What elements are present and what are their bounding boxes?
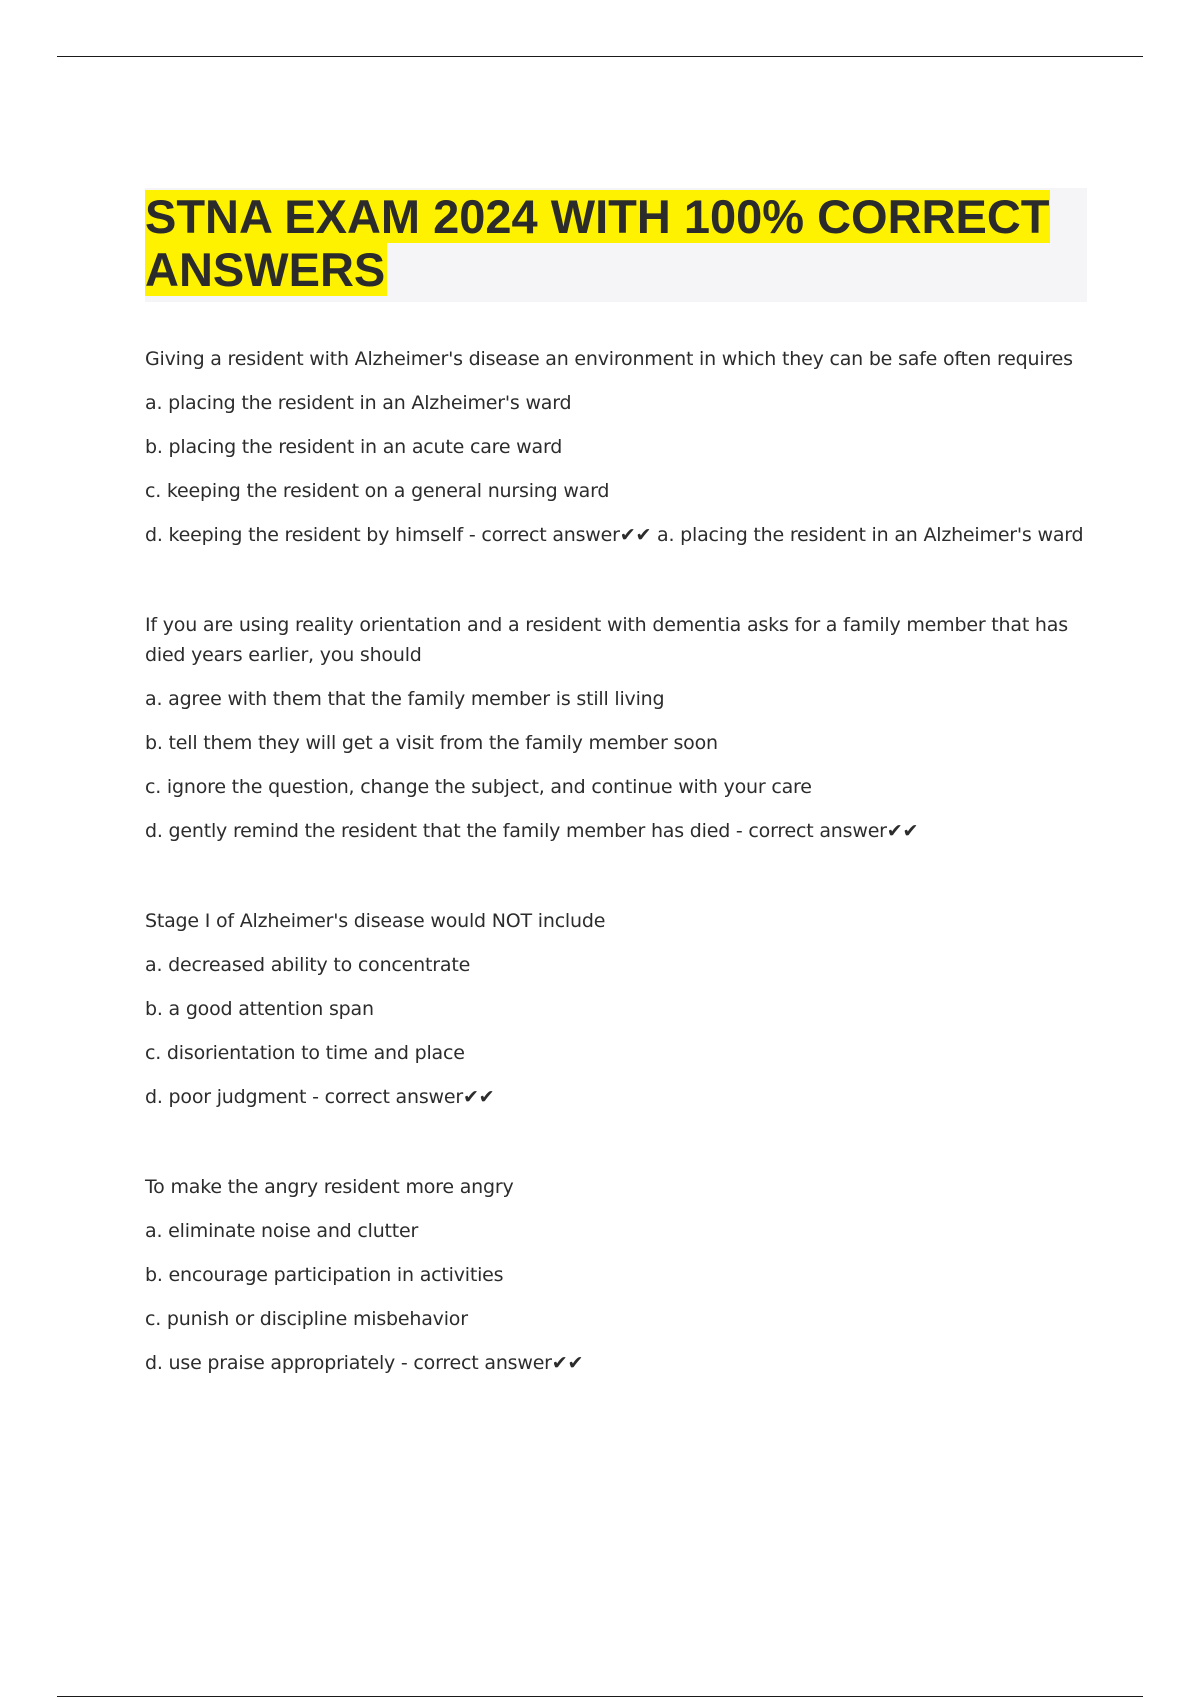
answer-option-c: c. disorientation to time and place xyxy=(145,1042,465,1064)
answer-option-a: a. placing the resident in an Alzheimer's ward xyxy=(145,392,572,414)
footer-rule xyxy=(57,1696,1143,1697)
question-block-2 xyxy=(145,610,1090,846)
answer-option-a: a. agree with them that the family member is still living xyxy=(145,688,665,710)
question-block-1 xyxy=(145,344,1090,550)
answer-option-d: d. use praise appropriately - correct answer✔✔ xyxy=(145,1352,584,1374)
question-prompt: If you are using reality orientation and a resident with dementia asks for a family member that has died years earlier, you should xyxy=(145,614,1068,666)
document-title xyxy=(145,190,1085,296)
answer-option-b: b. tell them they will get a visit from the family member soon xyxy=(145,732,718,754)
answer-option-c: c. punish or discipline misbehavior xyxy=(145,1308,468,1330)
question-block-3 xyxy=(145,906,1090,1112)
answer-option-b: b. a good attention span xyxy=(145,998,374,1020)
answer-option-a: a. eliminate noise and clutter xyxy=(145,1220,419,1242)
answer-option-c: c. keeping the resident on a general nursing ward xyxy=(145,480,610,502)
answer-option-b: b. placing the resident in an acute care ward xyxy=(145,436,563,458)
question-block-4 xyxy=(145,1172,1090,1378)
question-prompt: Giving a resident with Alzheimer's disease an environment in which they can be safe often requires xyxy=(145,348,1073,370)
question-list xyxy=(145,344,1090,1438)
title-highlight: STNA EXAM 2024 WITH 100% CORRECT ANSWERS xyxy=(145,190,1050,296)
header-rule xyxy=(57,56,1143,57)
answer-option-b: b. encourage participation in activities xyxy=(145,1264,504,1286)
answer-option-d: d. poor judgment - correct answer✔✔ xyxy=(145,1086,495,1108)
answer-option-d: d. gently remind the resident that the family member has died - correct answer✔✔ xyxy=(145,820,919,842)
question-prompt: Stage I of Alzheimer's disease would NOT include xyxy=(145,910,606,932)
answer-option-a: a. decreased ability to concentrate xyxy=(145,954,471,976)
question-prompt: To make the angry resident more angry xyxy=(145,1176,514,1198)
answer-option-c: c. ignore the question, change the subject, and continue with your care xyxy=(145,776,812,798)
answer-option-d: d. keeping the resident by himself - correct answer✔✔ a. placing the resident in an Alzheimer's ward xyxy=(145,524,1084,546)
